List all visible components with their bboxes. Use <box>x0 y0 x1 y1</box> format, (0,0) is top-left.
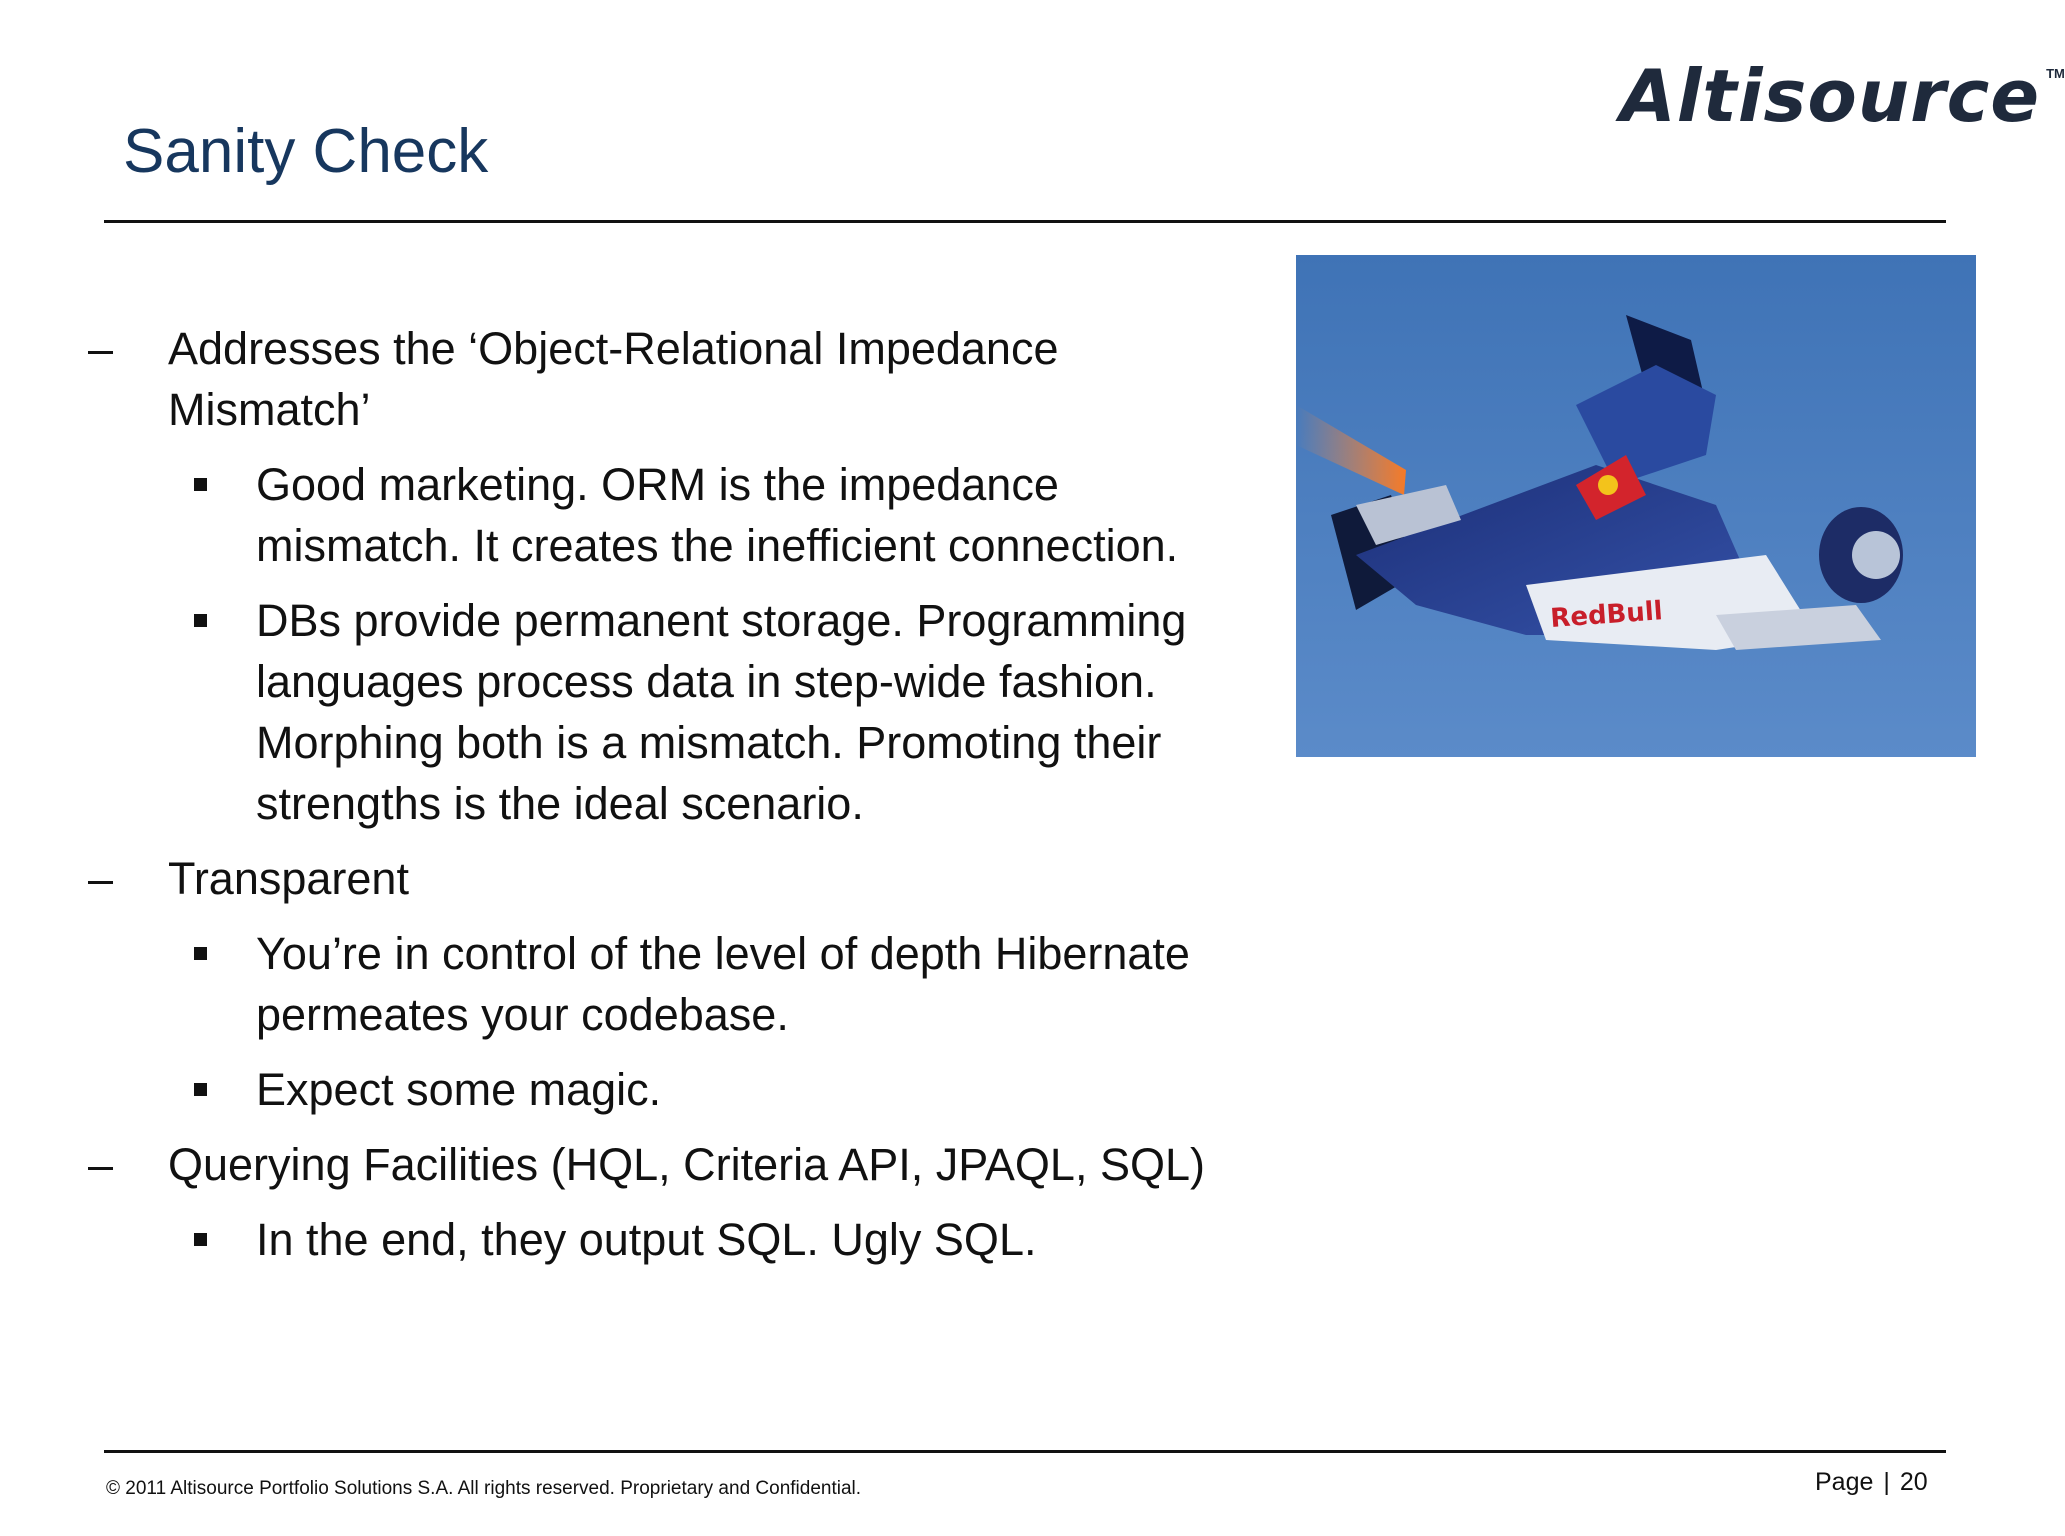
altisource-logo <box>1620 54 2065 140</box>
square-bullet-icon <box>194 478 207 491</box>
bullet-list <box>80 318 1260 1284</box>
sub-bullet-item <box>80 1209 1260 1270</box>
sub-bullet-item <box>80 1059 1260 1120</box>
bullet-item <box>80 848 1260 909</box>
sub-bullet-text: You’re in control of the level of depth Hibernate permeates your codebase. <box>256 928 1190 1040</box>
sub-bullet-text: DBs provide permanent storage. Programming languages process data in step-wide fashion. Morphing both is a mismatch. Promoting their strengths is the ideal scenario. <box>256 595 1187 829</box>
page-separator: | <box>1883 1468 1890 1496</box>
square-bullet-icon <box>194 947 207 960</box>
redbull-sun <box>1598 475 1618 495</box>
sub-bullet-text: In the end, they output SQL. Ugly SQL. <box>256 1214 1037 1265</box>
square-bullet-icon <box>194 614 207 627</box>
bullet-text: Querying Facilities (HQL, Criteria API, JPAQL, SQL) <box>168 1139 1205 1190</box>
square-bullet-icon <box>194 1083 207 1096</box>
photo-redbull-text: RedBull <box>1549 596 1664 634</box>
sub-bullet-item <box>80 454 1260 576</box>
logo-wordmark: Altisource <box>1620 54 2041 138</box>
sub-bullet-text: Expect some magic. <box>256 1064 662 1115</box>
bullet-item <box>80 318 1260 440</box>
dash-marker: – <box>88 323 114 374</box>
sub-bullet-text: Good marketing. ORM is the impedance mismatch. It creates the inefficient connection. <box>256 459 1179 571</box>
footer-divider <box>104 1450 1946 1453</box>
sub-bullet-item <box>80 590 1260 834</box>
bullet-text: Addresses the ‘Object-Relational Impedance Mismatch’ <box>168 323 1059 435</box>
slide-title: Sanity Check <box>123 117 489 186</box>
visor <box>1852 531 1900 579</box>
logo-trademark: TM <box>2046 66 2065 81</box>
page-number: 20 <box>1899 1468 1928 1496</box>
bullet-item <box>80 1134 1260 1195</box>
wingsuit-photo <box>1296 255 1976 757</box>
dash-marker: – <box>88 1139 114 1190</box>
title-divider <box>104 220 1946 223</box>
page-label: Page <box>1815 1468 1874 1496</box>
page-indicator <box>1815 1468 1928 1497</box>
square-bullet-icon <box>194 1233 207 1246</box>
sub-bullet-item <box>80 923 1260 1045</box>
dash-marker: – <box>88 853 114 904</box>
bullet-text: Transparent <box>168 853 409 904</box>
copyright-notice: © 2011 Altisource Portfolio Solutions S.A. All rights reserved. Proprietary and Confidential. <box>106 1478 862 1499</box>
